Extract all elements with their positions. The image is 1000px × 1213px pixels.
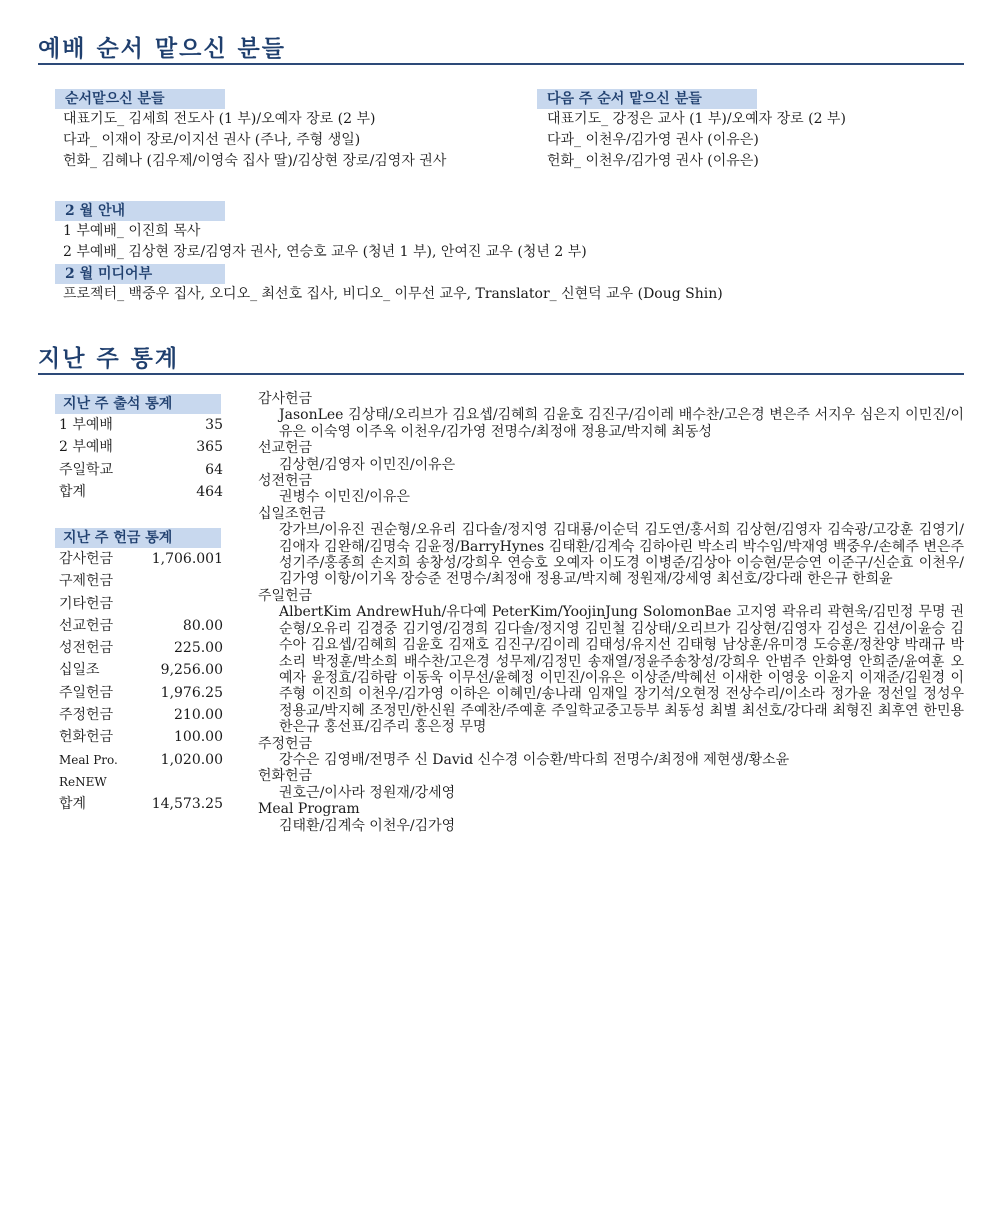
section-divider	[38, 373, 964, 375]
offering-row	[59, 570, 223, 592]
attendance-stats-block	[55, 393, 223, 503]
stat-label: 선교헌금	[59, 617, 114, 634]
stat-value: 64	[205, 461, 223, 478]
donor-names: AlbertKim AndrewHuh/유다예 PeterKim/YoojinJung SolomonBae 고지영 곽유리 곽현욱/김민정 무명 권순형/오유리 김경중 김기영/김경희 김다솔/정지영 김민철 김상태/오리브가 김상현/김영자 김성은 김션/이윤승 김수아 김요셉/김혜희 김윤호 김재호 김진구/김이레 김태성/유지선 김태형 남상훈/유미경 도승훈/정찬양 박래규 박소리 박정훈/박소희 배수찬/고은경 성무제/김정민 송재열/정윤주송창성/강희우 안범주 안화영 안희준/윤여훈 오예자 윤정효/김하람 이동욱 이무선/윤혜정 이민진/이유은 이상준/박혜선 이새한 이영웅 이윤지 이재준/김원경 이주형 이진희 이천우/김가영 이하은 이혜민/송나래 임재일 장기석/오현정 전상수리/이소라 정가윤 정선일 정성우 정용교/박지혜 조정민/한신원 주예찬/주예훈 주일학교중고등부 최동성 최별 최선호/강다래 최형진 최후연 한민용 한은규 홍선표/김주리 홍은정 무명	[279, 604, 964, 736]
current-servers-line: 헌화_ 김혜나 (김우제/이영숙 집사 딸)/김상현 장로/김영자 권사	[63, 153, 447, 169]
next-servers-heading: 다음 주 순서 맡으신 분들	[537, 89, 757, 109]
offering-table	[59, 548, 223, 816]
donor-names: 권병수 이민진/이유은	[279, 489, 410, 506]
stats-section-title: 지난 주 통계	[38, 345, 180, 372]
stat-value: 35	[205, 417, 223, 433]
stat-label: 성전헌금	[59, 640, 114, 657]
donor-category: 십일조헌금	[258, 505, 326, 522]
offering-stats-block	[55, 527, 223, 816]
next-servers-line: 헌화_ 이천우/김가영 권사 (이유은)	[547, 153, 759, 169]
stat-value	[133, 593, 223, 615]
february-guide-line: 2 부예배_ 김상현 장로/김영자 권사, 연승호 교우 (청년 1 부), 안여진 교우 (청년 2 부)	[63, 244, 587, 260]
donor-names: 강가브/이유진 권순형/오유리 김다솔/정지영 김대룡/이순덕 김도연/홍서희 김상현/김영자 김숙광/고강훈 김영기/김애자 김완해/김명숙 김윤정/BarryHynes 김태환/김계숙 김하아린 박소리 박수임/박재영 백중우/손혜주 변은주 성기주/홍종희 손지희 송창성/강희우 연승호 오예자 이도경 이병준/김상아 이승현/문승연 이준구/신순효 이천우/김가영 이항/이기옥 장승준 전명수/최정애 정용교/박지혜 정원재/강세영 최선호/강다래 한은규 한희윤	[279, 522, 964, 588]
stat-value: 80.00	[182, 617, 223, 634]
current-servers-line: 다과_ 이재이 장로/이지선 권사 (주나, 주형 생일)	[63, 132, 361, 148]
stat-label: 합계	[59, 483, 87, 500]
stat-label: 주일헌금	[59, 684, 114, 701]
stat-label: 기타헌금	[59, 595, 114, 612]
media-team-line: 프로젝터_ 백중우 집사, 오디오_ 최선호 집사, 비디오_ 이무선 교우, Translator_ 신현덕 교우 (Doug Shin)	[63, 286, 723, 302]
stat-value: 1,976.25	[160, 684, 223, 701]
donor-category: 헌화헌금	[258, 768, 313, 785]
offering-row	[59, 548, 223, 570]
stat-value: 225.00	[174, 640, 223, 657]
offering-heading: 지난 주 헌금 통계	[55, 528, 221, 548]
stat-value: 464	[196, 483, 223, 500]
section-divider	[38, 63, 964, 65]
stat-label: 헌화헌금	[59, 729, 114, 746]
stat-label: 1 부예배	[59, 417, 113, 433]
attendance-heading: 지난 주 출석 통계	[55, 394, 221, 414]
stat-label: 주정헌금	[59, 707, 114, 724]
next-servers-block	[537, 88, 846, 172]
attendance-row	[59, 414, 223, 436]
stat-label: 구제헌금	[59, 573, 114, 590]
february-guide-heading: 2 월 안내	[55, 201, 225, 221]
current-servers-heading: 순서맡으신 분들	[55, 89, 225, 109]
donor-names: 김상현/김영자 이민진/이유은	[279, 456, 456, 473]
february-guide-block	[55, 200, 723, 305]
stat-value: 14,573.25	[151, 796, 223, 813]
donor-names: 김태환/김계숙 이천우/김가영	[279, 817, 456, 834]
donor-category: 성전헌금	[258, 473, 313, 490]
offering-row	[59, 749, 223, 771]
donor-category: 주일헌금	[258, 587, 313, 604]
donor-category: 감사헌금	[258, 391, 313, 407]
stat-label: 십일조	[59, 662, 100, 679]
offering-row	[59, 637, 223, 659]
offering-row	[59, 726, 223, 748]
stat-label: 2 부예배	[59, 439, 113, 456]
offering-row	[59, 659, 223, 681]
offering-row	[59, 615, 223, 637]
worship-section-title: 예배 순서 맡으신 분들	[38, 35, 286, 62]
february-guide-line: 1 부예배_ 이진희 목사	[63, 223, 201, 239]
stat-value: 100.00	[174, 729, 223, 746]
stat-label: 감사헌금	[59, 551, 114, 567]
attendance-table	[59, 414, 223, 503]
stat-value: 9,256.00	[160, 662, 223, 679]
donor-names: 권호근/이사라 정원재/강세영	[279, 784, 456, 801]
attendance-row	[59, 436, 223, 458]
attendance-row	[59, 481, 223, 503]
offering-row	[59, 682, 223, 704]
stat-value: 365	[196, 439, 223, 456]
stat-value: 1,706.001	[151, 551, 223, 567]
offering-row	[59, 593, 223, 615]
stat-value: 1,020.00	[160, 751, 223, 768]
donor-names: 강수은 김영배/전명주 신 David 신수경 이승환/박다희 전명수/최정애 제현생/황소윤	[279, 751, 790, 768]
offering-row	[59, 771, 223, 793]
current-servers-block	[55, 88, 446, 172]
stat-value	[133, 570, 223, 592]
donor-names: JasonLee 김상태/오리브가 김요셉/김혜희 김윤호 김진구/김이레 배수찬/고은경 변은주 서지우 심은지 이민진/이유은 이숙영 이주옥 이천우/김가영 전명수/최정애 정용교/박지혜 최동성	[279, 407, 964, 440]
stat-label: Meal Pro.	[59, 752, 118, 767]
offering-row	[59, 793, 223, 815]
stat-label: 합계	[59, 796, 87, 813]
stat-value: 210.00	[174, 707, 223, 724]
media-team-heading: 2 월 미디어부	[55, 264, 225, 284]
donor-list	[258, 391, 964, 834]
next-servers-line: 다과_ 이천우/김가영 권사 (이유은)	[547, 132, 759, 148]
attendance-row	[59, 459, 223, 481]
stat-label: ReNEW	[59, 774, 107, 789]
stat-label: 주일학교	[59, 461, 114, 478]
donor-category: 주정헌금	[258, 735, 313, 752]
donor-category: 선교헌금	[258, 440, 313, 457]
offering-row	[59, 704, 223, 726]
current-servers-line: 대표기도_ 김세희 전도사 (1 부)/오예자 장로 (2 부)	[63, 111, 376, 127]
donor-category: Meal Program	[258, 801, 360, 818]
next-servers-line: 대표기도_ 강정은 교사 (1 부)/오예자 장로 (2 부)	[547, 111, 846, 127]
stat-value	[133, 771, 223, 793]
